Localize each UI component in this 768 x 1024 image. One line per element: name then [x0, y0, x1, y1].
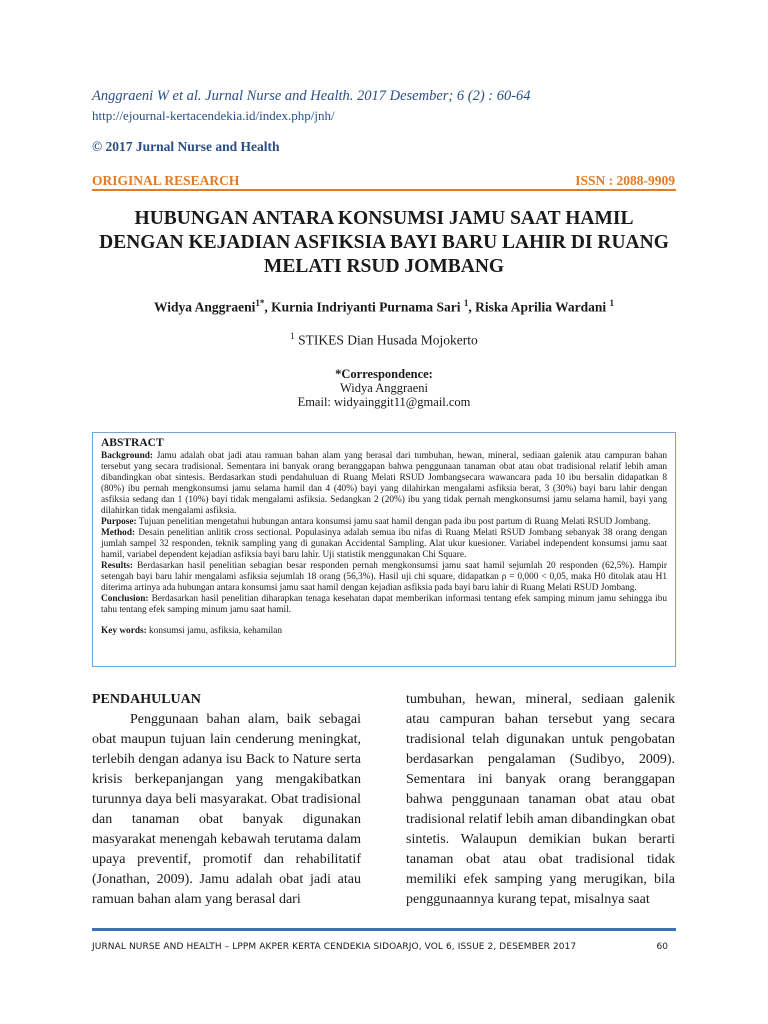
header-divider — [92, 189, 676, 191]
author-name: Kurnia Indriyanti Purnama Sari — [271, 299, 461, 315]
section-text: Berdasarkan hasil penelitian sebagian besar responden pernah mengkonsumsi jamu saat hamil sejumlah 20 responden (62,5%). Hampir setengah bayi baru lahir mengalami asfiksia sejumlah 18 orang (56,3%). Hasil uji chi square, didapatkan ρ = 0,000 < 0,05, maka H0 ditolak atau H1 diterima artinya ada hubungan antara konsumsi jamu saat hamil dengan kejadian asfiksia pada bayi baru lahir di Ruang Melati RSUD Jombang. — [101, 561, 667, 593]
author-name: Riska Aprilia Wardani — [475, 299, 607, 315]
section-text: Desain penelitian anlitik cross sectional. Populasinya adalah semua ibu nifas di Ruang Melati RSUD Jombang sebanyak 38 orang dengan jumlah sampel 32 responden, teknik sampling yang di gunakan Accidental Sampling. Alat ukur kuesioner. Variabel independent konsumsi jamu saat hamil, variabel dependent kejadian asfiksia bayi baru lahir. Uji statistik menggunakan Chi Square. — [101, 528, 667, 560]
section-label: Method: — [101, 528, 136, 538]
author-list — [92, 298, 676, 316]
journal-citation: Anggraeni W et al. Jurnal Nurse and Health. 2017 Desember; 6 (2) : 60-64 — [92, 88, 531, 104]
author-separator: , — [468, 299, 476, 315]
author-sup: 1* — [255, 298, 265, 308]
abstract-keywords — [101, 626, 667, 637]
copyright-notice: © 2017 Jurnal Nurse and Health — [92, 139, 280, 154]
author-sup: 1 — [463, 298, 469, 308]
body-column-left — [92, 690, 361, 910]
issn: ISSN : 2088-9909 — [575, 173, 675, 188]
abstract-purpose — [101, 517, 667, 528]
section-text: Berdasarkan hasil penelitian diharapkan tenaga kesehatan dapat memberikan informasi tentang efek samping minum jamu sehingga ibu tahu tentang efek samping minum jamu saat hamil. — [101, 594, 667, 615]
abstract-conclusion — [101, 594, 667, 616]
body-column-right — [406, 690, 675, 910]
section-label: Results: — [101, 561, 134, 571]
affiliation — [92, 331, 676, 349]
abstract-results — [101, 561, 667, 594]
section-label: Purpose: — [101, 517, 137, 527]
article-type: ORIGINAL RESEARCH — [92, 173, 240, 188]
correspondence-email: Email: widyainggit11@gmail.com — [297, 395, 471, 409]
abstract-heading: ABSTRACT — [101, 437, 164, 449]
abstract-background — [101, 451, 667, 517]
correspondence-name: Widya Anggraeni — [339, 381, 428, 395]
abstract-method — [101, 528, 667, 561]
section-heading: PENDAHULUAN — [92, 692, 201, 707]
body-paragraph: Penggunaan bahan alam, baik sebagai obat maupun tujuan lain cenderung meningkat, terlebih dengan adanya isu Back to Nature serta krisis berkepanjangan yang mengakibatkan turunnya daya beli masyarakat. Obat tradisional dan tanaman obat banyak digunakan masyarakat menengah kebawah terutama dalam upaya preventif, promotif dan rehabilitatif (Jonathan, 2009). Jamu adalah obat jadi atau ramuan bahan alam yang berasal dari — [92, 712, 361, 907]
page-number: 60 — [656, 942, 668, 952]
affiliation-text: STIKES Dian Husada Mojokerto — [298, 332, 478, 348]
section-text: Jamu adalah obat jadi atau ramuan bahan alam yang berasal dari tumbuhan, hewan, mineral, sediaan galenik atau campuran bahan tersebut yang secara tradisional. Sementara ini banyak orang beranggapan bahwa penggunaan tanaman obat atau obat tradisional relatif lebih aman dibandingkan obat sintesis. Berdasarkan studi pendahuluan di Ruang Melati RSUD Jombangsecara wawancara pada 10 ibu bersalin didapatkan 8 (80%) ibu pernah mengkonsumsi jamu selama hamil dan 4 (40%) bayi yang dilahirkan mengalami asfiksia berat, 3 (30%) bayi baru lahir dengan asfiksia sedang dan 1 (10%) bayi tidak mengalami asfiksia. Sedangkan 2 (20%) ibu yang tidak pernah mengkonsumsi jamu selama hamil, bayi yang dilahirkan tidak mengalami asfiksia. — [101, 451, 667, 516]
correspondence-label: *Correspondence: — [335, 367, 433, 381]
section-label: Conclusion: — [101, 594, 149, 604]
author-sup: 1 — [609, 298, 615, 308]
keywords-label: Key words: — [101, 626, 147, 636]
author-separator: , — [264, 299, 272, 315]
journal-url[interactable]: http://ejournal-kertacendekia.id/index.php/jnh/ — [92, 108, 335, 123]
paper-title: HUBUNGAN ANTARA KONSUMSI JAMU SAAT HAMIL DENGAN KEJADIAN ASFIKSIA BAYI BARU LAHIR DI RUANG MELATI RSUD JOMBANG — [99, 208, 669, 277]
body-paragraph: tumbuhan, hewan, mineral, sediaan galenik atau campuran bahan tersebut yang secara tradisional telah digunakan untuk pengobatan berdasarkan pengalaman (Sudibyo, 2009). Sementara ini banyak orang beranggapan bahwa penggunaan tanaman obat atau obat tradisional relatif lebih aman dibandingkan obat sintetis. Walaupun demikian bukan berarti tanaman obat atau obat tradisional tidak memiliki efek samping yang merugikan, bila penggunaannya kurang tepat, misalnya saat — [406, 692, 675, 907]
affiliation-sup: 1 — [290, 331, 295, 341]
footer-divider — [92, 928, 676, 931]
section-label: Background: — [101, 451, 154, 461]
section-text: Tujuan penelitian mengetahui hubungan antara konsumsi jamu saat hamil dengan pada ibu post partum di Ruang Melati RSUD Jombang. — [136, 517, 651, 527]
footer-text: JURNAL NURSE AND HEALTH – LPPM AKPER KERTA CENDEKIA SIDOARJO, VOL 6, ISSUE 2, DESEMBER 2017 — [92, 942, 577, 952]
abstract-box — [92, 432, 676, 667]
keywords-text: konsumsi jamu, asfiksia, kehamilan — [146, 626, 283, 636]
author-name: Widya Anggraeni — [153, 299, 256, 315]
correspondence — [92, 367, 676, 409]
